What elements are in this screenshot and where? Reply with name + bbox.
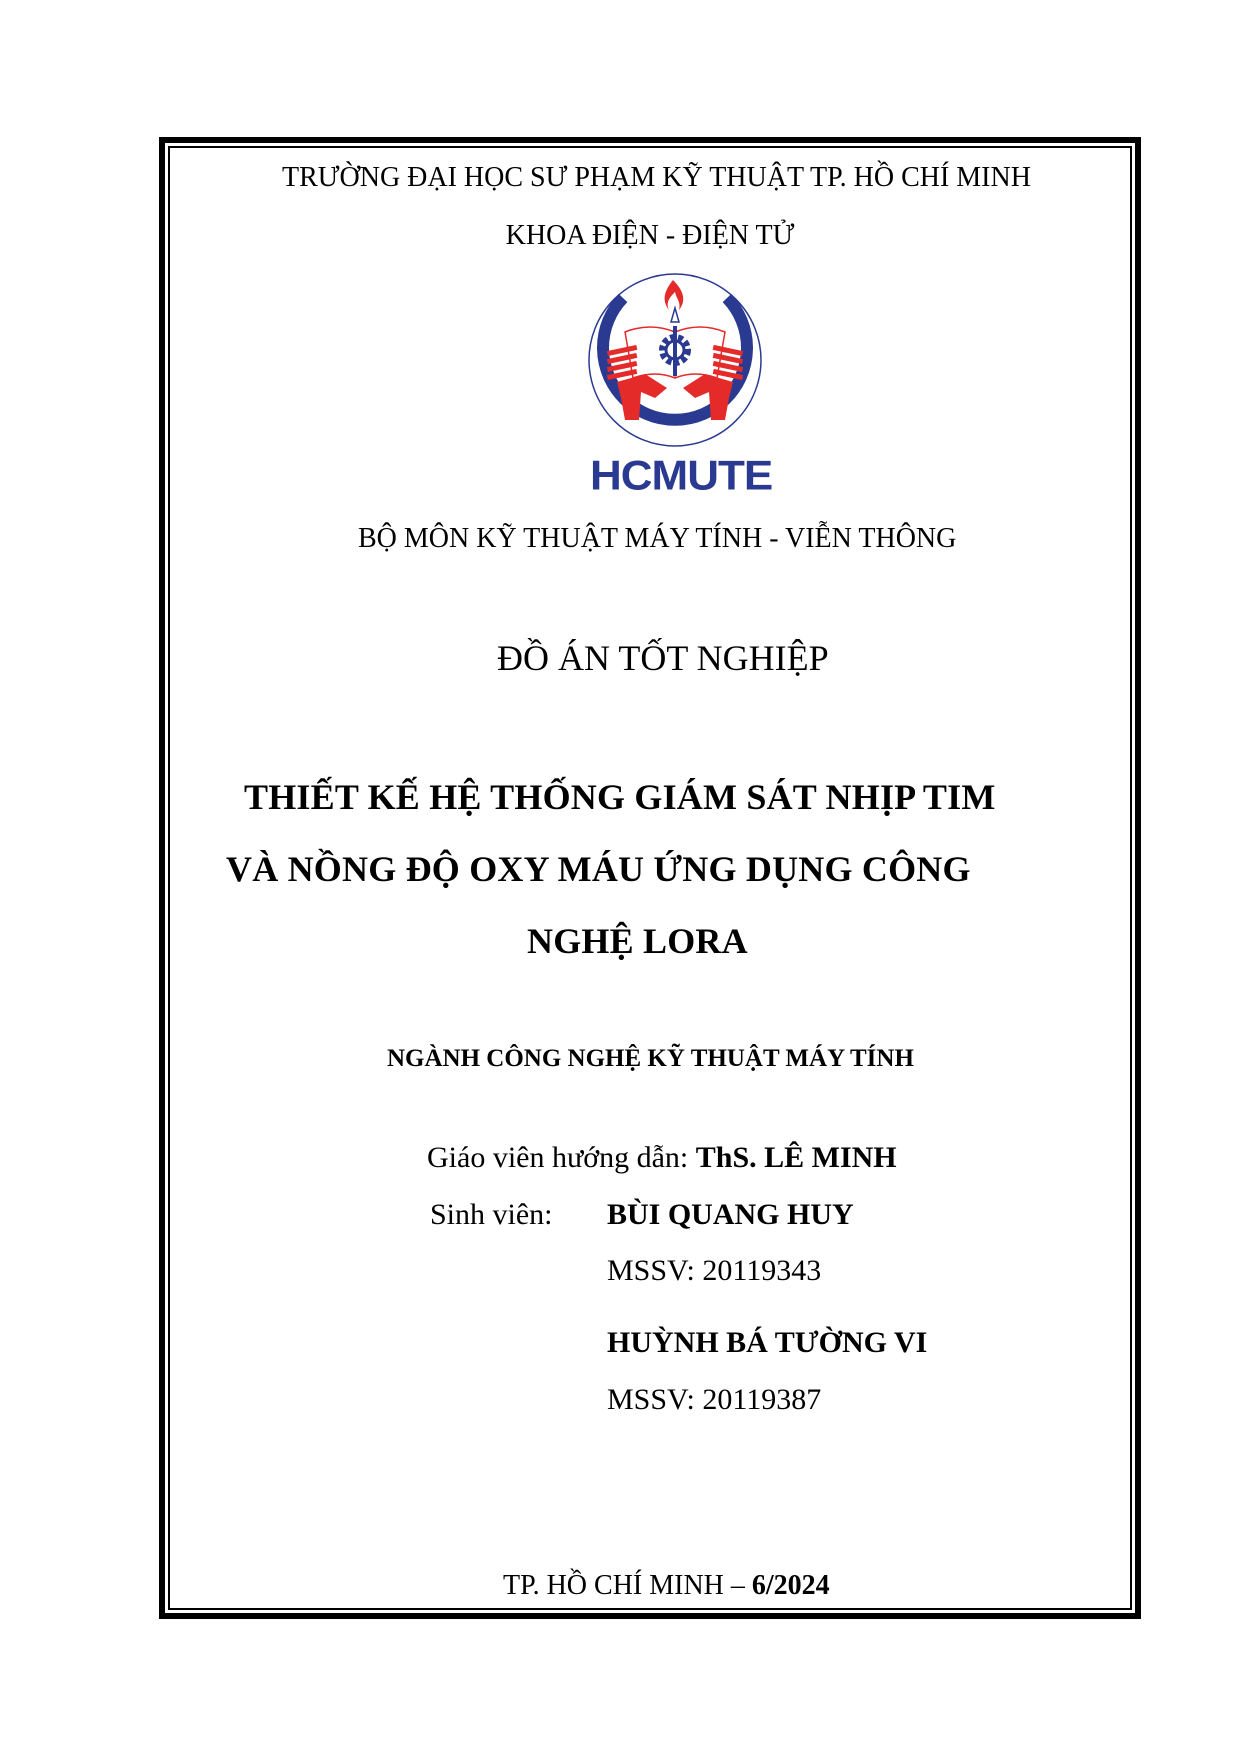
advisor-name: ThS. LÊ MINH [695,1141,897,1174]
university-name: TRƯỜNG ĐẠI HỌC SƯ PHẠM KỸ THUẬT TP. HỒ CHÍ MINH [282,162,1031,193]
student-1-name: BÙI QUANG HUY [607,1198,854,1231]
student-2-name: HUỲNH BÁ TƯỜNG VI [607,1326,928,1359]
department-name: BỘ MÔN KỸ THUẬT MÁY TÍNH - VIỄN THÔNG [358,523,957,554]
thesis-title-line-1: THIẾT KẾ HỆ THỐNG GIÁM SÁT NHỊP TIM [244,777,996,817]
advisor-label: Giáo viên hướng dẫn: [427,1141,689,1174]
student-2-id: MSSV: 20119387 [607,1383,822,1416]
advisor-row [427,1143,897,1173]
thesis-type: ĐỒ ÁN TỐT NGHIỆP [497,638,829,678]
footer-place-date [503,1572,830,1600]
thesis-title-line-2: VÀ NỒNG ĐỘ OXY MÁU ỨNG DỤNG CÔNG [226,849,971,889]
thesis-title-line-3: NGHỆ LORA [527,921,748,961]
hcmute-logo-icon [585,270,765,450]
students-label: Sinh viên: [430,1198,553,1231]
footer-city: TP. HỒ CHÍ MINH – [503,1570,752,1601]
logo-wordmark: HCMUTE [590,452,773,499]
faculty-name: KHOA ĐIỆN - ĐIỆN TỬ [505,220,795,251]
major-name: NGÀNH CÔNG NGHỆ KỸ THUẬT MÁY TÍNH [387,1045,914,1072]
student-1-id: MSSV: 20119343 [607,1254,822,1287]
footer-date: 6/2024 [751,1570,830,1601]
